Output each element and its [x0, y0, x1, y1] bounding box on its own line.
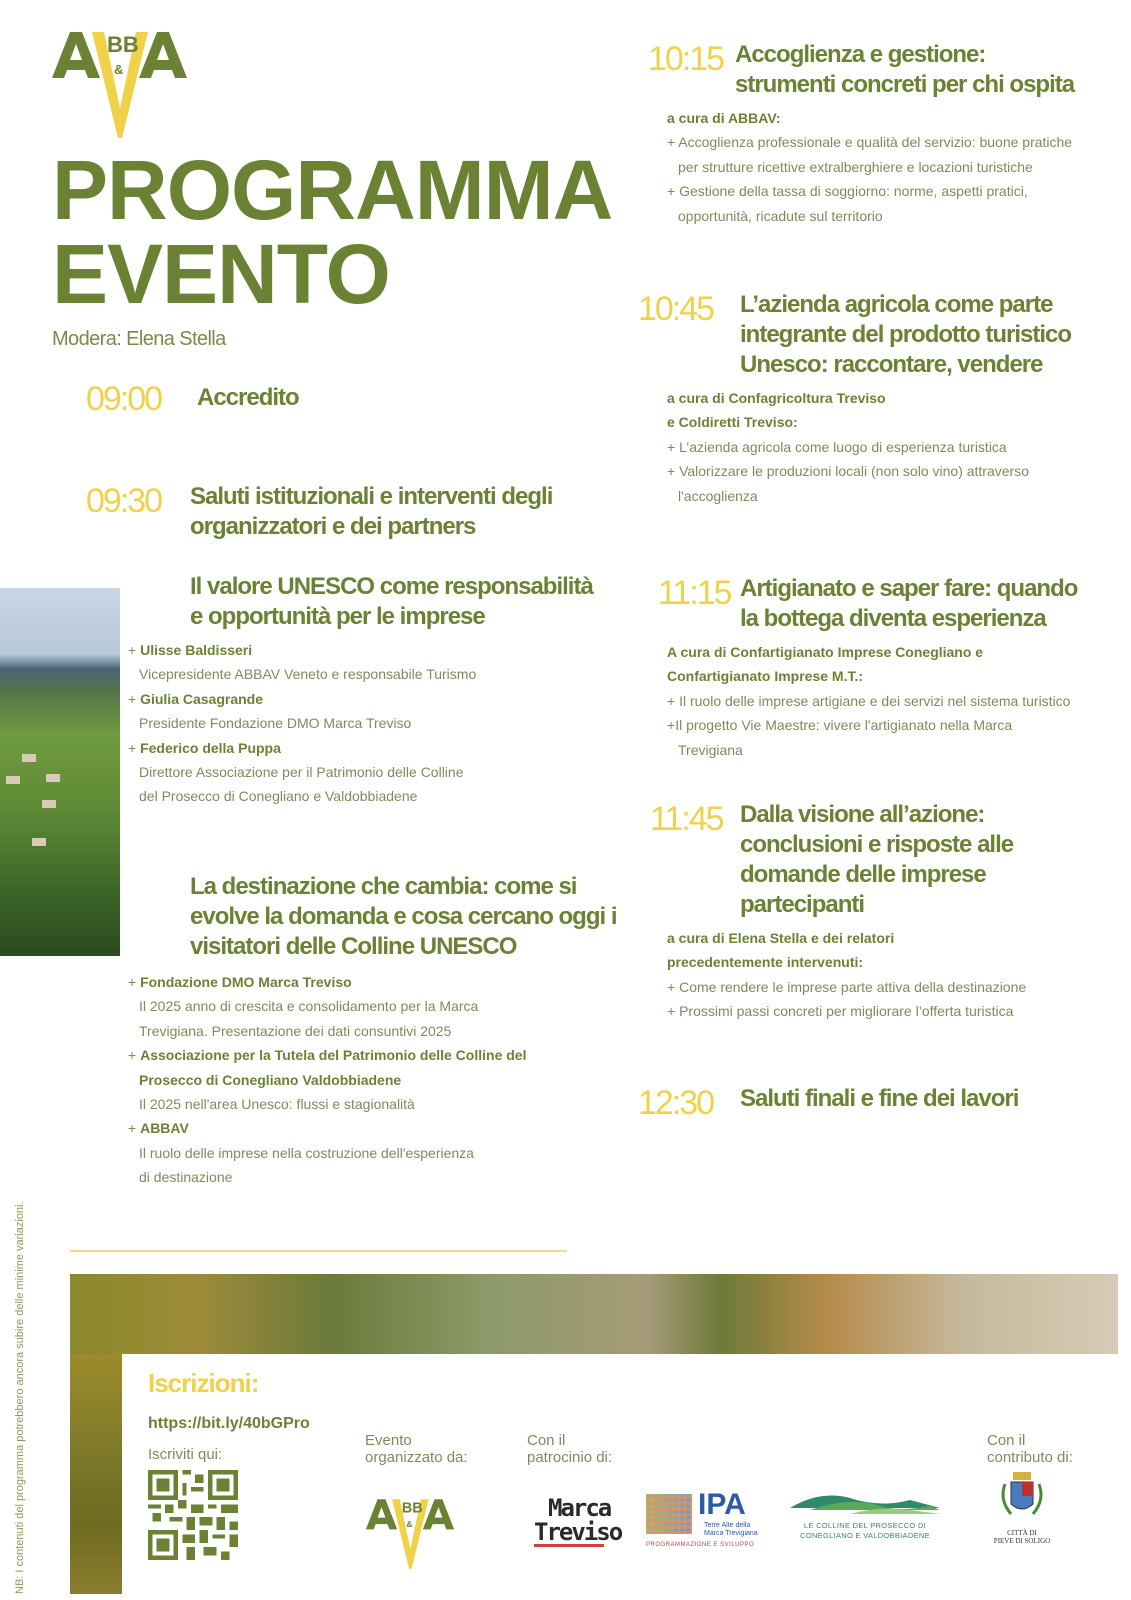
- time-1145: 11:45: [650, 800, 723, 838]
- marca-treviso-logo: Marca Treviso: [534, 1494, 622, 1546]
- speaker-item: + Ulisse Baldisseri: [128, 642, 253, 658]
- speaker-item: + Federico della Puppa: [128, 739, 281, 756]
- topic-continuation: per strutture ricettive extralberghiere e locazioni turistiche: [678, 158, 1033, 175]
- speaker-desc: Il ruolo delle imprese nella costruzione dell'esperienza: [139, 1144, 474, 1161]
- title-line: Il valore UNESCO come responsabilità: [190, 573, 593, 600]
- footer-panel: [122, 1354, 1122, 1600]
- time-0900: 09:00: [86, 380, 162, 418]
- title-line: e opportunità per le imprese: [190, 603, 485, 630]
- yellow-divider: [70, 1250, 567, 1252]
- topic-item: + Valorizzare le produzioni locali (non solo vino) attraverso: [667, 463, 1029, 480]
- topic-continuation: l'accoglienza: [678, 487, 758, 504]
- speaker-desc: Trevigiana. Presentazione dei dati consuntivi 2025: [139, 1022, 452, 1039]
- title-line: integrante del prodotto turistico: [740, 321, 1071, 348]
- curated-by: A cura di Confartigianato Imprese Conegliano e: [667, 644, 984, 660]
- speaker-role: Vicepresidente ABBAV Veneto e responsabile Turismo: [139, 666, 477, 683]
- speaker-role: del Prosecco di Conegliano e Valdobbiadene: [139, 788, 418, 805]
- organizer-label: Evento organizzato da:: [365, 1432, 468, 1466]
- title-line: Unesco: raccontare, vendere: [740, 351, 1043, 378]
- session-title-artigianato: [740, 574, 1077, 634]
- title-line: organizzatori e dei partners: [190, 513, 476, 540]
- time-1230: 12:30: [638, 1084, 714, 1122]
- qr-code[interactable]: [148, 1470, 238, 1560]
- title-line: visitatori delle Colline UNESCO: [190, 933, 517, 960]
- time-1115: 11:15: [658, 574, 731, 612]
- moderator: Modera: Elena Stella: [52, 328, 226, 350]
- title-line: L’azienda agricola come parte: [740, 291, 1053, 318]
- svg-text:BB: BB: [107, 32, 139, 57]
- abbav-logo: [52, 30, 187, 140]
- page-title: [52, 143, 613, 321]
- landscape-photo-band: [70, 1274, 1118, 1354]
- svg-text:&: &: [114, 62, 124, 77]
- topic-item: + Prossimi passi concreti per migliorare l’offerta turistica: [667, 1003, 1014, 1020]
- title-line-1: PROGRAMMA: [52, 143, 613, 237]
- speaker-desc: di destinazione: [139, 1169, 233, 1186]
- session-details-1015: [667, 106, 1127, 228]
- patronage-label: Con il patrocinio di:: [527, 1432, 613, 1466]
- speaker-role: Direttore Associazione per il Patrimonio delle Colline: [139, 764, 464, 781]
- topic-continuation: opportunità, ricadute sul territorio: [678, 207, 883, 224]
- curated-by: precedentemente intervenuti:: [667, 954, 864, 971]
- time-0930: 09:30: [86, 482, 162, 520]
- speaker-item: + Associazione per la Tutela del Patrimonio delle Colline del: [128, 1047, 527, 1064]
- abbav-logo-small: [365, 1498, 455, 1570]
- title-line: domande delle imprese: [740, 861, 986, 888]
- hills-icon: [790, 1486, 940, 1516]
- title-line: la bottega diventa esperienza: [740, 605, 1046, 632]
- landscape-photo-strip: [70, 1354, 122, 1594]
- curated-by: e Coldiretti Treviso:: [667, 414, 798, 431]
- registration-link[interactable]: https://bit.ly/40bGPro: [148, 1415, 310, 1432]
- vineyard-photo-left: [0, 588, 120, 956]
- speaker-item: + Fondazione DMO Marca Treviso: [128, 974, 352, 990]
- topic-continuation: Trevigiana: [678, 741, 743, 758]
- time-1015: 10:15: [648, 40, 724, 78]
- title-line: conclusioni e risposte alle: [740, 831, 1014, 858]
- speaker-list-destinazione: [128, 970, 608, 1190]
- speaker-desc: Il 2025 nell'area Unesco: flussi e stagionalità: [139, 1096, 415, 1113]
- title-line: partecipanti: [740, 891, 865, 918]
- pieve-di-soligo-crest: CITTÀ DI PIEVE DI SOLIGO: [990, 1470, 1054, 1550]
- session-title-saluti: [190, 482, 552, 542]
- side-note: NB: I contenuti del programma potrebbero ancora subire delle minime variazioni.: [14, 1201, 26, 1594]
- curated-by: Confartigianato Imprese M.T.:: [667, 668, 864, 685]
- session-title-accredito: Accredito: [197, 384, 299, 411]
- session-details-1045: [667, 386, 1127, 508]
- title-line: Saluti finali e fine dei lavori: [740, 1085, 1019, 1112]
- title-line: Saluti istituzionali e interventi degli: [190, 483, 553, 510]
- topic-item: + Gestione della tassa di soggiorno: norme, aspetti pratici,: [667, 183, 1028, 200]
- session-title-saluti-finali: [740, 1084, 1018, 1114]
- speaker-role: Presidente Fondazione DMO Marca Treviso: [139, 715, 412, 732]
- title-line-2: EVENTO: [52, 227, 390, 321]
- qr-label: Iscriviti qui:: [148, 1446, 223, 1463]
- speaker-list-unesco: [128, 638, 608, 809]
- session-title-unesco: [190, 572, 593, 632]
- svg-text:&: &: [406, 1518, 413, 1529]
- topic-item: + Il ruolo delle imprese artigiane e dei servizi nel sistema turistico: [667, 692, 1071, 709]
- topic-item: + Come rendere le imprese parte attiva della destinazione: [667, 978, 1027, 995]
- session-title-visione-azione: [740, 800, 1013, 920]
- topic-item: +Il progetto Vie Maestre: vivere l'artigianato nella Marca: [667, 717, 1013, 734]
- session-title-azienda-agricola: [740, 290, 1071, 380]
- title-line: Dalla visione all’azione:: [740, 801, 985, 828]
- session-title-accoglienza: [735, 40, 1074, 100]
- session-details-1115: [667, 640, 1127, 762]
- speaker-desc: Il 2025 anno di crescita e consolidamento per la Marca: [139, 998, 479, 1015]
- speaker-name: Prosecco di Conegliano Valdobbiadene: [139, 1071, 402, 1088]
- title-line: Accoglienza e gestione:: [735, 41, 986, 68]
- svg-text:BB: BB: [401, 1500, 423, 1517]
- title-line: evolve la domanda e cosa cercano oggi i: [190, 903, 617, 930]
- speaker-item: + ABBAV: [128, 1120, 189, 1137]
- session-details-1145: [667, 926, 1127, 1024]
- title-line: Artigianato e saper fare: quando: [740, 575, 1078, 602]
- ipa-logo: IPA Terre Alte della Marca Trevigiana PROGRAMMAZIONE E SVILUPPO: [646, 1488, 758, 1548]
- curated-by: a cura di ABBAV:: [667, 110, 781, 126]
- curated-by: a cura di Elena Stella e dei relatori: [667, 930, 895, 946]
- topic-item: + Accoglienza professionale e qualità del servizio: buone pratiche: [667, 134, 1073, 151]
- time-1045: 10:45: [638, 290, 714, 328]
- speaker-item: + Giulia Casagrande: [128, 690, 264, 707]
- coat-of-arms-icon: [997, 1470, 1047, 1524]
- registration-title: Iscrizioni:: [148, 1368, 259, 1398]
- curated-by: a cura di Confagricoltura Treviso: [667, 390, 886, 406]
- colline-prosecco-logo: LE COLLINE DEL PROSECCO DI CONEGLIANO E VALDOBBIADENE: [790, 1486, 940, 1546]
- title-line: La destinazione che cambia: come si: [190, 873, 577, 900]
- title-line: strumenti concreti per chi ospita: [735, 71, 1075, 98]
- topic-item: + L’azienda agricola come luogo di esperienza turistica: [667, 438, 1007, 455]
- contribution-label: Con il contributo di:: [987, 1432, 1073, 1466]
- session-title-destinazione: [190, 872, 617, 962]
